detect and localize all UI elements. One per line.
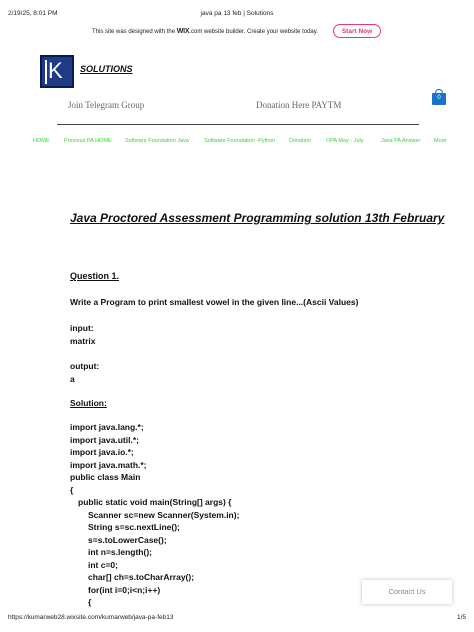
print-page-number: 1/5: [456, 614, 466, 621]
input-label: input:: [70, 323, 94, 333]
print-url: https://kumarweb28.wixsite.com/kumarweb/java-pa-feb13: [8, 614, 174, 621]
nav-item-java-pa-answer[interactable]: Java PA Answer: [381, 138, 421, 144]
code-line: Scanner sc=new Scanner(System.in);: [88, 510, 240, 520]
solution-label: Solution:: [70, 398, 107, 408]
nav-item-more[interactable]: More: [434, 138, 447, 144]
nav-item-software-foundation-python[interactable]: Software Foundation -Python: [204, 138, 276, 144]
output-value: a: [70, 374, 75, 384]
wix-banner: [0, 22, 474, 40]
code-line: {: [70, 485, 74, 495]
nav-item-previous-pa-home[interactable]: Previous PA HOME: [64, 138, 112, 144]
code-line: public static void main(String[] args) {: [78, 497, 232, 507]
cart-icon[interactable]: [432, 89, 446, 105]
code-line: import java.io.*;: [70, 447, 134, 457]
header-divider: [57, 124, 419, 125]
site-brand[interactable]: SOLUTIONS: [80, 64, 133, 74]
code-line: char[] ch=s.toCharArray();: [88, 572, 195, 582]
code-line: String s=sc.nextLine();: [88, 522, 180, 532]
site-logo[interactable]: [40, 55, 74, 88]
code-line: int c=0;: [88, 560, 118, 570]
nav-item-software-foundation-java[interactable]: Software Foundation Java: [125, 138, 189, 144]
wix-banner-message: This site was designed with the WIX.com website builder. Create your website today.: [92, 28, 318, 35]
question-label: Question 1.: [70, 271, 120, 281]
code-line: import java.util.*;: [70, 435, 139, 445]
print-page-title: java pa 13 feb | Solutions: [200, 10, 274, 17]
post-title: Java Proctored Assessment Programming solution 13th February: [70, 211, 445, 225]
code-line: public class Main: [70, 472, 141, 482]
input-value: matrix: [70, 336, 96, 346]
nav-item-opa-may-july[interactable]: OPA May - July: [326, 138, 364, 144]
main-nav: [0, 138, 474, 148]
code-line: import java.lang.*;: [70, 422, 144, 432]
code-line: for(int i=0;i<n;i++): [88, 585, 161, 595]
question-text: Write a Program to print smallest vowel in the given line...(Ascii Values): [70, 297, 359, 307]
nav-item-home[interactable]: HOME: [33, 138, 50, 144]
print-header: [0, 0, 474, 20]
output-label: output:: [70, 361, 100, 371]
code-line: {: [88, 597, 92, 607]
logo-letter: K: [48, 58, 63, 83]
print-datetime: 2/19/25, 8:01 PM: [8, 10, 58, 17]
cart-count: 0: [437, 95, 441, 101]
start-now-button[interactable]: Start Now: [333, 24, 381, 38]
nav-item-donation[interactable]: Donation: [289, 138, 312, 144]
donation-link[interactable]: Donation Here PAYTM: [256, 100, 342, 110]
code-line: int n=s.length();: [88, 547, 152, 557]
wix-logo: WIX: [176, 28, 190, 35]
code-line: import java.math.*;: [70, 460, 147, 470]
join-telegram-link[interactable]: Join Telegram Group: [68, 100, 145, 110]
code-line: s=s.toLowerCase();: [88, 535, 167, 545]
print-footer: [0, 612, 474, 626]
contact-us-button[interactable]: Contact Us: [362, 580, 452, 604]
